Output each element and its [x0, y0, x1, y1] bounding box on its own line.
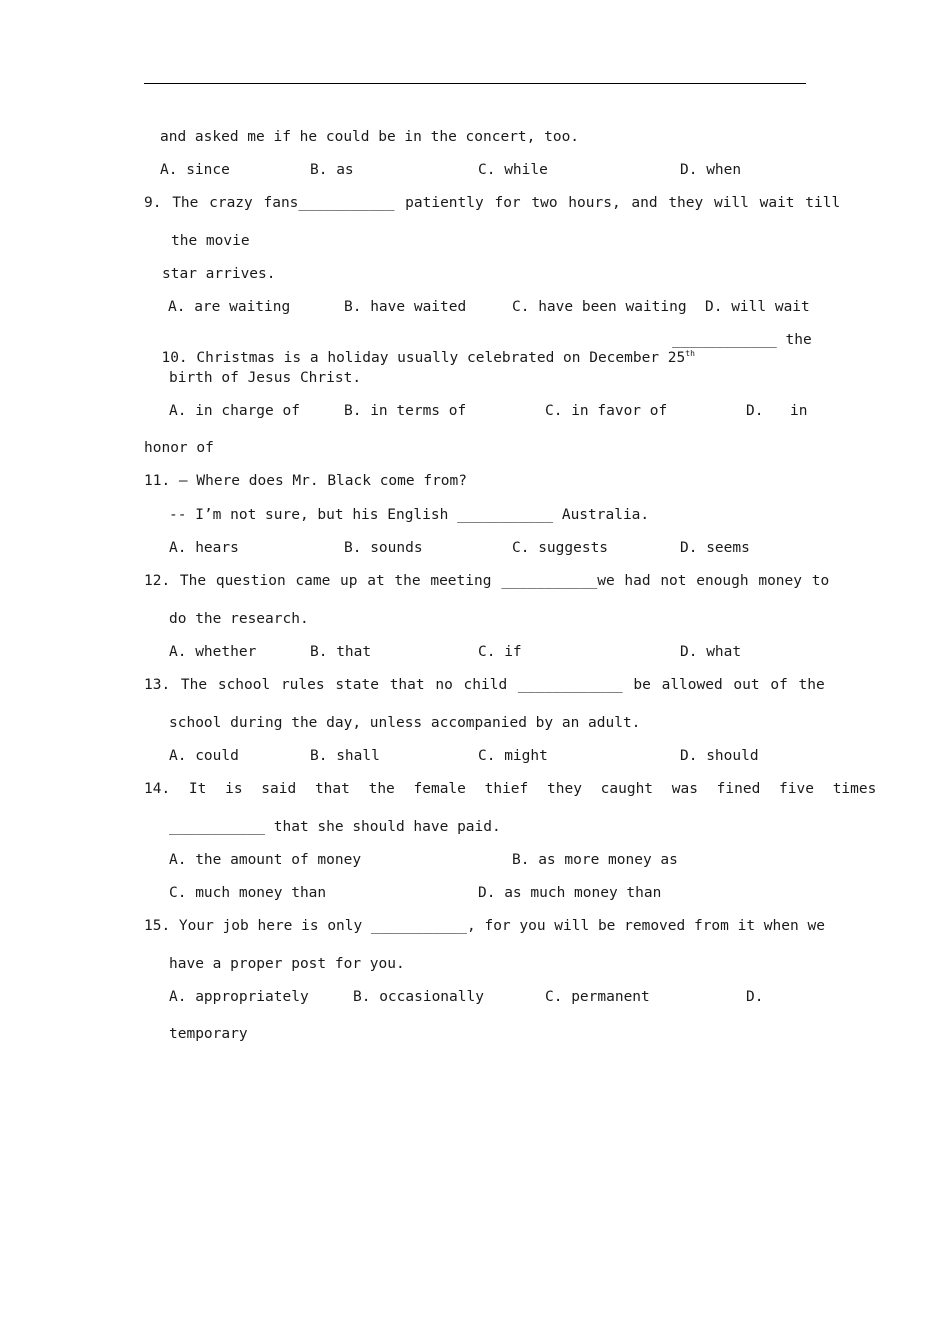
question-8-continuation: and asked me if he could be in the concert, too. — [160, 129, 580, 145]
question-10-stem-line2: birth of Jesus Christ. — [169, 370, 362, 386]
question-9-stem: 9. The crazy fans___________ patiently for two hours, and they will wait till — [144, 195, 841, 211]
q15-option-a: A. appropriately — [169, 989, 309, 1005]
question-9-stem-line3: star arrives. — [162, 266, 276, 282]
ordinal-suffix: th — [685, 349, 695, 359]
question-15-stem: 15. Your job here is only ___________, for you will be removed from it when we — [144, 918, 825, 934]
q8-option-d: D. when — [680, 162, 742, 178]
q10-option-b: B. in terms of — [344, 403, 467, 419]
q12-option-b: B. that — [310, 644, 372, 660]
question-10-stem-blank: ____________ the — [672, 332, 812, 348]
q15-option-b: B. occasionally — [353, 989, 484, 1005]
question-13-stem: 13. The school rules state that no child ____________ be allowed out of the — [144, 677, 825, 693]
q10-option-d-label: D. — [746, 403, 764, 419]
q13-option-d: D. should — [680, 748, 759, 764]
q8-option-c: C. while — [478, 162, 548, 178]
q13-option-b: B. shall — [310, 748, 380, 764]
q15-option-d-text: temporary — [169, 1026, 248, 1042]
q11-option-b: B. sounds — [344, 540, 423, 556]
q13-option-a: A. could — [169, 748, 239, 764]
q9-option-d: D. will wait — [705, 299, 810, 315]
q11-option-d: D. seems — [680, 540, 750, 556]
question-12-stem-line2: do the research. — [169, 611, 309, 627]
q11-option-a: A. hears — [169, 540, 239, 556]
q15-option-d-label: D. — [746, 989, 764, 1005]
question-10-stem — [144, 331, 695, 367]
q11-option-c: C. suggests — [512, 540, 609, 556]
header-rule — [144, 83, 806, 84]
question-11-reply: -- I’m not sure, but his English ___________ Australia. — [169, 507, 650, 523]
q12-option-d: D. what — [680, 644, 742, 660]
q9-option-a: A. are waiting — [168, 299, 291, 315]
q12-option-c: C. if — [478, 644, 522, 660]
question-10-stem-text: 10. Christmas is a holiday usually celebrated on December 25 — [161, 350, 686, 366]
q14-option-a: A. the amount of money — [169, 852, 362, 868]
question-14-stem-line2: ___________ that she should have paid. — [169, 819, 501, 835]
q8-option-a: A. since — [160, 162, 230, 178]
question-14-stem: 14. It is said that the female thief they caught was fined five times — [144, 781, 877, 797]
q10-option-c: C. in favor of — [545, 403, 668, 419]
q9-option-c: C. have been waiting — [512, 299, 687, 315]
q10-option-a: A. in charge of — [169, 403, 300, 419]
q13-option-c: C. might — [478, 748, 548, 764]
q15-option-c: C. permanent — [545, 989, 650, 1005]
question-12-stem: 12. The question came up at the meeting ___________we had not enough money to — [144, 573, 830, 589]
question-11-stem: 11. – Where does Mr. Black come from? — [144, 473, 468, 489]
q14-option-c: C. much money than — [169, 885, 327, 901]
question-13-stem-line2: school during the day, unless accompanied by an adult. — [169, 715, 641, 731]
q14-option-b: B. as more money as — [512, 852, 678, 868]
q8-option-b: B. as — [310, 162, 354, 178]
question-15-stem-line2: have a proper post for you. — [169, 956, 405, 972]
q10-option-d-text-line2: honor of — [144, 440, 214, 456]
q14-option-d: D. as much money than — [478, 885, 662, 901]
q9-option-b: B. have waited — [344, 299, 467, 315]
q10-option-d-text: in — [790, 403, 808, 419]
question-9-stem-line2: the movie — [171, 233, 250, 249]
q12-option-a: A. whether — [169, 644, 257, 660]
